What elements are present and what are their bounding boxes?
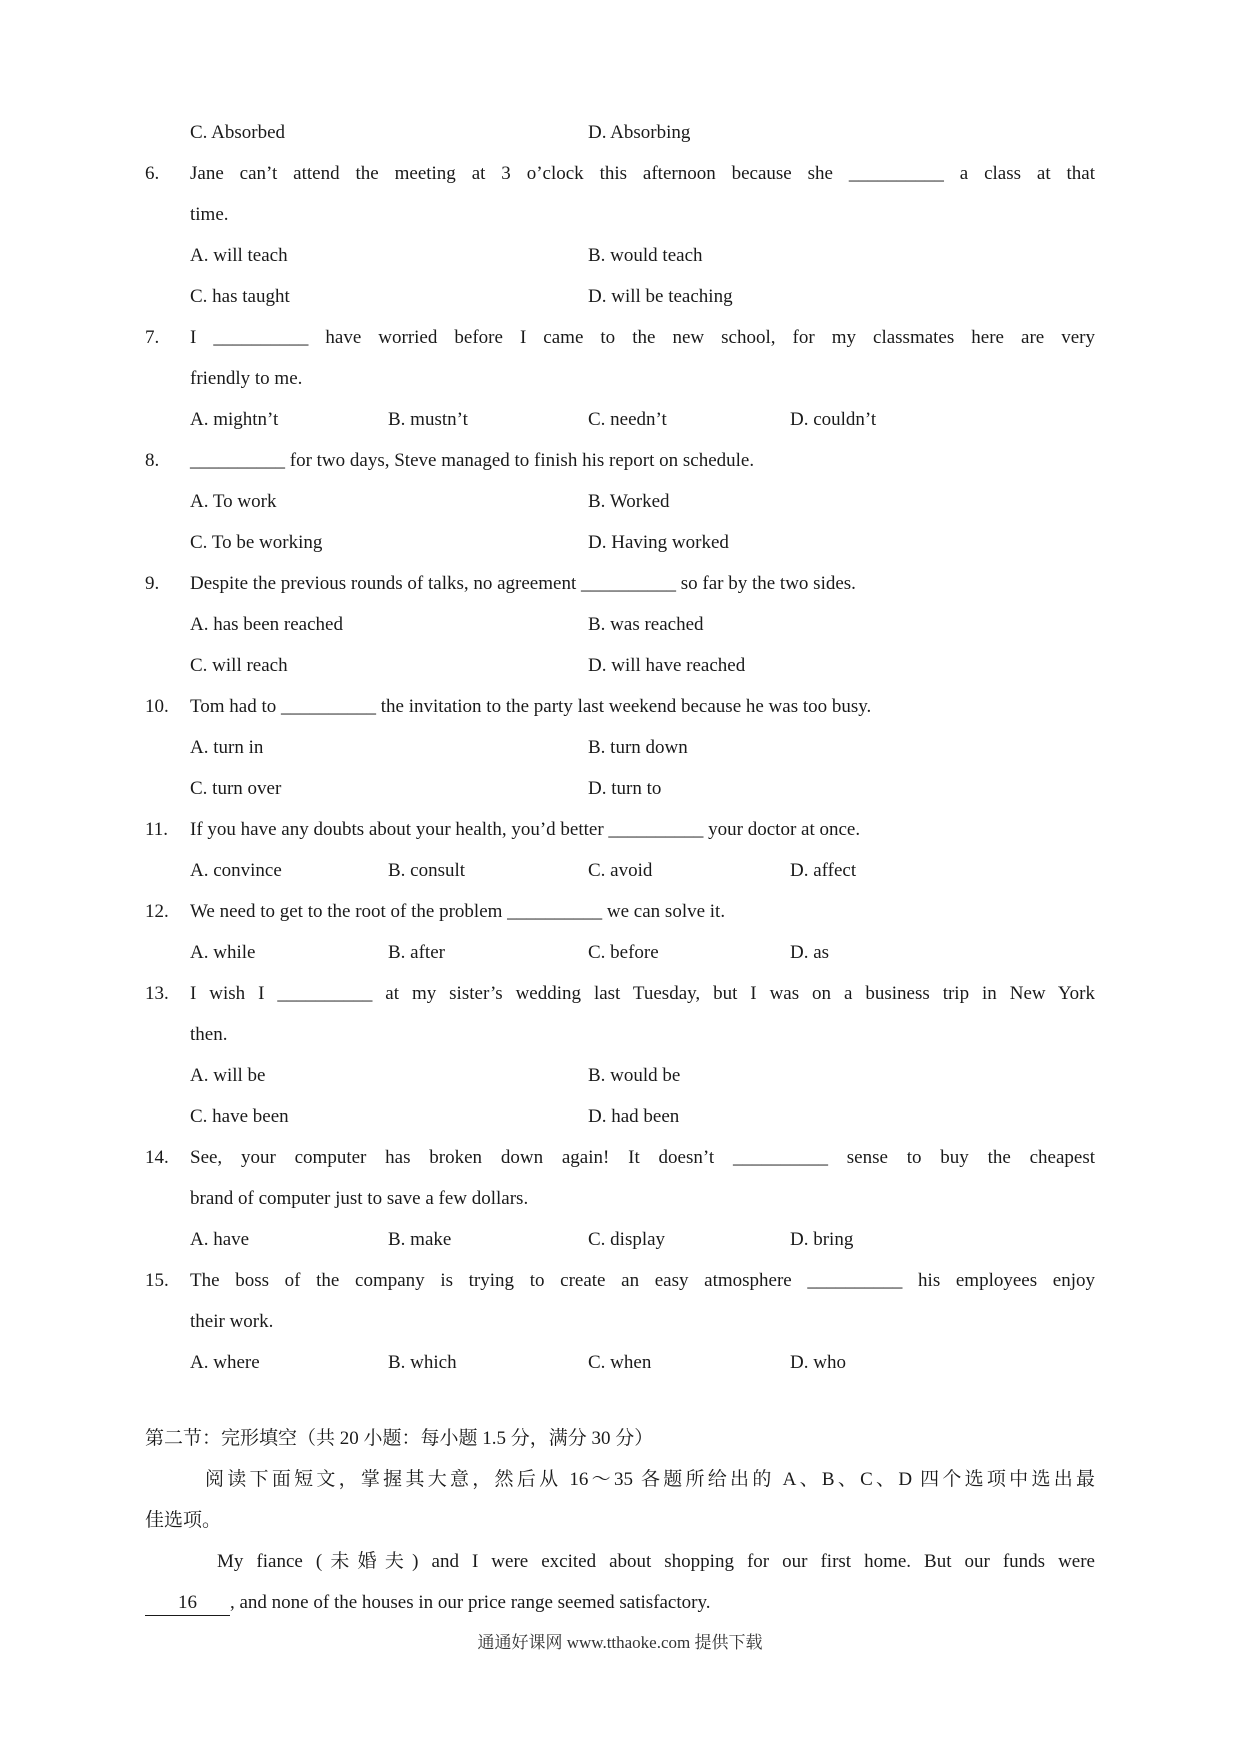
question-14 — [145, 1137, 1095, 1260]
option-d: D. couldn’t — [790, 409, 877, 430]
question-line — [145, 891, 1095, 932]
question-13 — [145, 973, 1095, 1137]
instructions-line-1: 阅读下面短文，掌握其大意，然后从 16～35 各题所给出的 A、B、C、D 四个选项中选出最 — [205, 1469, 1095, 1490]
question-line — [145, 563, 1095, 604]
passage-line-1: My fiance (未婚夫) and I were excited about shopping for our first home. But our funds were — [217, 1551, 1095, 1572]
option-d: D. affect — [790, 860, 857, 881]
option-a: A. have — [190, 1229, 250, 1250]
question-line — [145, 1137, 1095, 1178]
option-c: C. before — [588, 942, 659, 963]
question-text: friendly to me. — [190, 368, 303, 389]
option-d: D. Absorbing — [588, 122, 691, 143]
question-text: time. — [190, 204, 229, 225]
option-b: B. was reached — [588, 614, 704, 635]
option-b: B. would teach — [588, 245, 703, 266]
option-c: C. avoid — [588, 860, 653, 881]
options-row — [190, 932, 1095, 973]
option-d: D. will have reached — [588, 655, 746, 676]
instructions-line-2: 佳选项。 — [145, 1510, 222, 1531]
options-continued-q5 — [145, 112, 1095, 153]
option-a: A. where — [190, 1352, 260, 1373]
question-line — [145, 1260, 1095, 1301]
option-a: A. turn in — [190, 737, 264, 758]
option-a: A. will teach — [190, 245, 288, 266]
option-a: A. mightn’t — [190, 409, 279, 430]
question-7 — [145, 317, 1095, 440]
option-c: C. To be working — [190, 532, 323, 553]
question-text: Jane can’t attend the meeting at 3 o’clock this afternoon because she __________ a class at that — [190, 163, 1095, 184]
options-row — [190, 235, 1095, 276]
option-c: C. when — [588, 1352, 652, 1373]
question-number: 11. — [145, 819, 169, 840]
question-number: 14. — [145, 1147, 169, 1168]
question-number — [145, 1301, 190, 1342]
question-line — [145, 809, 1095, 850]
cloze-section — [145, 1418, 1095, 1623]
question-line — [145, 686, 1095, 727]
question-number — [145, 1178, 190, 1219]
option-b: B. consult — [388, 860, 466, 881]
option-b: B. would be — [588, 1065, 681, 1086]
question-line — [145, 1178, 1095, 1219]
options-row — [190, 604, 1095, 645]
question-line — [145, 358, 1095, 399]
question-text: We need to get to the root of the problem __________ we can solve it. — [190, 901, 726, 922]
option-d: D. had been — [588, 1106, 680, 1127]
options-row — [190, 850, 1095, 891]
option-c: C. Absorbed — [190, 122, 285, 143]
question-line — [145, 153, 1095, 194]
question-text: then. — [190, 1024, 228, 1045]
question-line — [145, 1301, 1095, 1342]
option-a: A. To work — [190, 491, 277, 512]
options-row — [190, 481, 1095, 522]
question-line — [145, 440, 1095, 481]
option-c: C. will reach — [190, 655, 288, 676]
option-a: A. will be — [190, 1065, 266, 1086]
question-text: __________ for two days, Steve managed to finish his report on schedule. — [190, 450, 755, 471]
option-c: C. display — [588, 1229, 666, 1250]
option-c: C. has taught — [190, 286, 290, 307]
options-row — [190, 1342, 1095, 1383]
options-row — [190, 399, 1095, 440]
question-number: 9. — [145, 573, 160, 594]
question-text: I wish I __________ at my sister’s wedding last Tuesday, but I was on a business trip in New York — [190, 983, 1095, 1004]
option-c: C. have been — [190, 1106, 289, 1127]
option-b: B. Worked — [588, 491, 670, 512]
question-number: 6. — [145, 163, 160, 184]
question-15 — [145, 1260, 1095, 1383]
question-line — [145, 194, 1095, 235]
question-text: Despite the previous rounds of talks, no agreement __________ so far by the two sides. — [190, 573, 856, 594]
question-11 — [145, 809, 1095, 891]
question-number — [145, 1014, 190, 1055]
option-b: B. mustn’t — [388, 409, 468, 430]
passage-line-2 — [145, 1582, 1095, 1623]
option-d: D. turn to — [588, 778, 662, 799]
question-10 — [145, 686, 1095, 809]
options-row — [190, 1219, 1095, 1260]
question-text: their work. — [190, 1311, 274, 1332]
question-number: 7. — [145, 327, 160, 348]
options-row — [190, 645, 1095, 686]
question-list — [145, 112, 1095, 1383]
passage-line-2-text: , and none of the houses in our price range seemed satisfactory. — [230, 1592, 711, 1613]
option-b: B. make — [388, 1229, 452, 1250]
question-number: 12. — [145, 901, 169, 922]
option-d: D. will be teaching — [588, 286, 733, 307]
question-line — [145, 317, 1095, 358]
option-d: D. bring — [790, 1229, 854, 1250]
cloze-blank-16: 16 — [145, 1591, 230, 1616]
question-number: 10. — [145, 696, 169, 717]
option-b: B. turn down — [588, 737, 688, 758]
question-12 — [145, 891, 1095, 973]
question-6 — [145, 153, 1095, 317]
option-b: B. after — [388, 942, 445, 963]
question-text: I __________ have worried before I came to the new school, for my classmates here are very — [190, 327, 1095, 348]
question-text: If you have any doubts about your health, you’d better __________ your doctor at once. — [190, 819, 861, 840]
options-row — [190, 276, 1095, 317]
page-footer: 通通好课网 www.tthaoke.com 提供下载 — [477, 1633, 763, 1652]
options-row — [190, 768, 1095, 809]
option-d: D. as — [790, 942, 830, 963]
option-d: D. Having worked — [588, 532, 729, 553]
options-row — [190, 112, 1095, 153]
options-row — [190, 727, 1095, 768]
option-d: D. who — [790, 1352, 846, 1373]
question-number: 15. — [145, 1270, 169, 1291]
option-a: A. convince — [190, 860, 282, 881]
question-8 — [145, 440, 1095, 563]
question-line — [145, 973, 1095, 1014]
options-row — [190, 522, 1095, 563]
question-9 — [145, 563, 1095, 686]
question-text: See, your computer has broken down again! It doesn’t __________ sense to buy the cheapest — [190, 1147, 1095, 1168]
question-number: 8. — [145, 450, 160, 471]
options-row — [190, 1096, 1095, 1137]
options-row — [190, 1055, 1095, 1096]
question-text: brand of computer just to save a few dollars. — [190, 1188, 529, 1209]
option-c: C. needn’t — [588, 409, 667, 430]
option-c: C. turn over — [190, 778, 282, 799]
question-text: The boss of the company is trying to create an easy atmosphere __________ his employees enjoy — [190, 1270, 1095, 1291]
option-b: B. which — [388, 1352, 457, 1373]
question-number: 13. — [145, 983, 169, 1004]
option-a: A. while — [190, 942, 256, 963]
question-text: Tom had to __________ the invitation to the party last weekend because he was too busy. — [190, 696, 872, 717]
option-a: A. has been reached — [190, 614, 343, 635]
question-line — [145, 1014, 1095, 1055]
question-number — [145, 194, 190, 235]
section-heading: 第二节：完形填空（共 20 小题：每小题 1.5 分，满分 30 分） — [145, 1428, 654, 1449]
question-number — [145, 358, 190, 399]
